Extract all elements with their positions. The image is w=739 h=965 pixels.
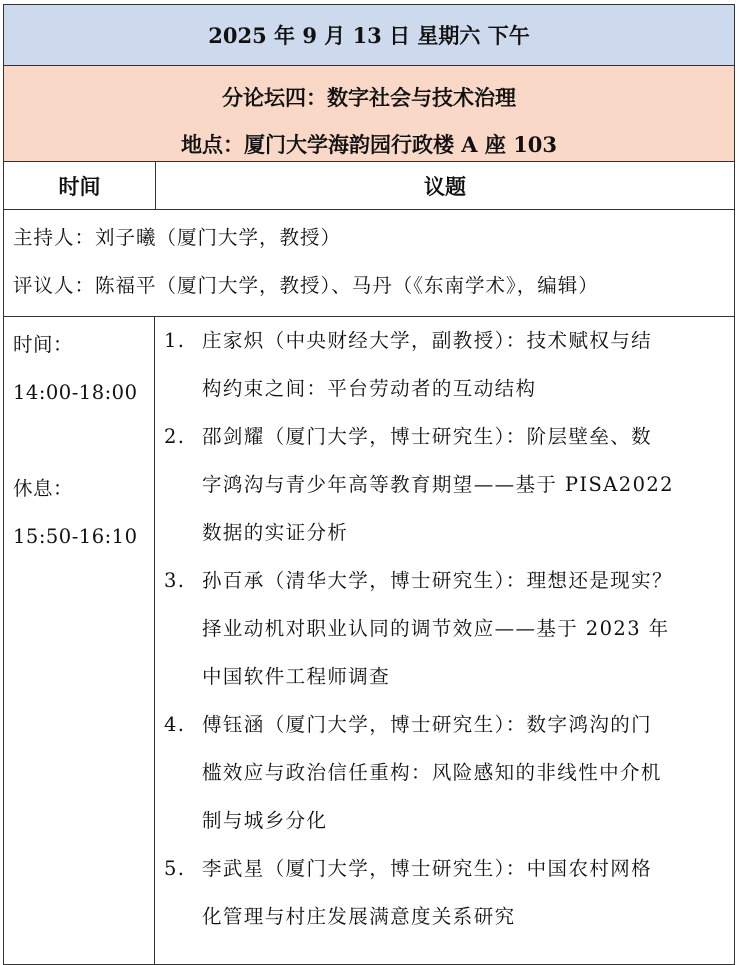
topic-line: 化管理与村庄发展满意度关系研究 [202,905,516,928]
topic-item [164,413,734,557]
forum-title: 分论坛四：数字社会与技术治理 [222,85,516,110]
topic-line: 制与城乡分化 [202,809,328,832]
topic-line: 数据的实证分析 [202,521,349,544]
date-text: 2025 年 9 月 13 日 星期六 下午 [208,23,530,48]
topic-line: 槛效应与政治信任重构：风险感知的非线性中介机 [202,761,662,784]
topic-line: 中国软件工程师调查 [202,665,391,688]
topic-number: 5. [164,857,186,880]
topic-number: 1. [164,329,186,352]
topic-line: 邵剑耀（厦门大学，博士研究生）：阶层壁垒、数 [202,425,653,448]
topic-number: 2. [164,425,186,448]
topic-line: 字鸿沟与青少年高等教育期望——基于 PISA2022 [202,473,674,496]
topic-number: 3. [164,569,186,592]
topic-item [164,317,734,413]
topic-item [164,845,734,941]
topic-line: 傅钰涵（厦门大学，博士研究生）：数字鸿沟的门 [202,713,653,736]
topic-line: 构约束之间：平台劳动者的互动结构 [202,377,537,400]
forum-header-row [3,65,735,161]
time-range: 14:00-18:00 [13,381,138,404]
column-header-row [3,161,735,209]
topic-number: 4. [164,713,186,736]
time-label: 时间： [13,333,74,356]
discussant-text: 评议人：陈福平（厦门大学，教授）、马丹（《东南学术》，编辑） [13,274,599,297]
topic-line: 择业动机对职业认同的调节效应——基于 2023 年 [202,617,670,640]
time-column-header: 时间 [4,162,156,209]
break-label: 休息： [13,477,74,500]
forum-venue: 地点：厦门大学海韵园行政楼 A 座 103 [180,132,558,157]
topic-line: 庄家炽（中央财经大学，副教授）：技术赋权与结 [202,329,653,352]
topic-item [164,701,734,845]
host-row [3,209,735,316]
topic-line: 孙百承（清华大学，博士研究生）：理想还是现实？ [202,569,673,592]
host-text: 主持人：刘子曦（厦门大学，教授） [13,226,342,249]
break-range: 15:50-16:10 [13,525,138,548]
date-header-row [3,4,735,65]
topic-column-header: 议题 [424,173,466,199]
topic-item [164,557,734,701]
schedule-table [3,4,735,965]
time-cell [4,317,155,964]
session-row [3,316,735,965]
topic-line: 李武星（厦门大学，博士研究生）：中国农村网格 [202,857,653,880]
topics-cell [155,317,734,964]
